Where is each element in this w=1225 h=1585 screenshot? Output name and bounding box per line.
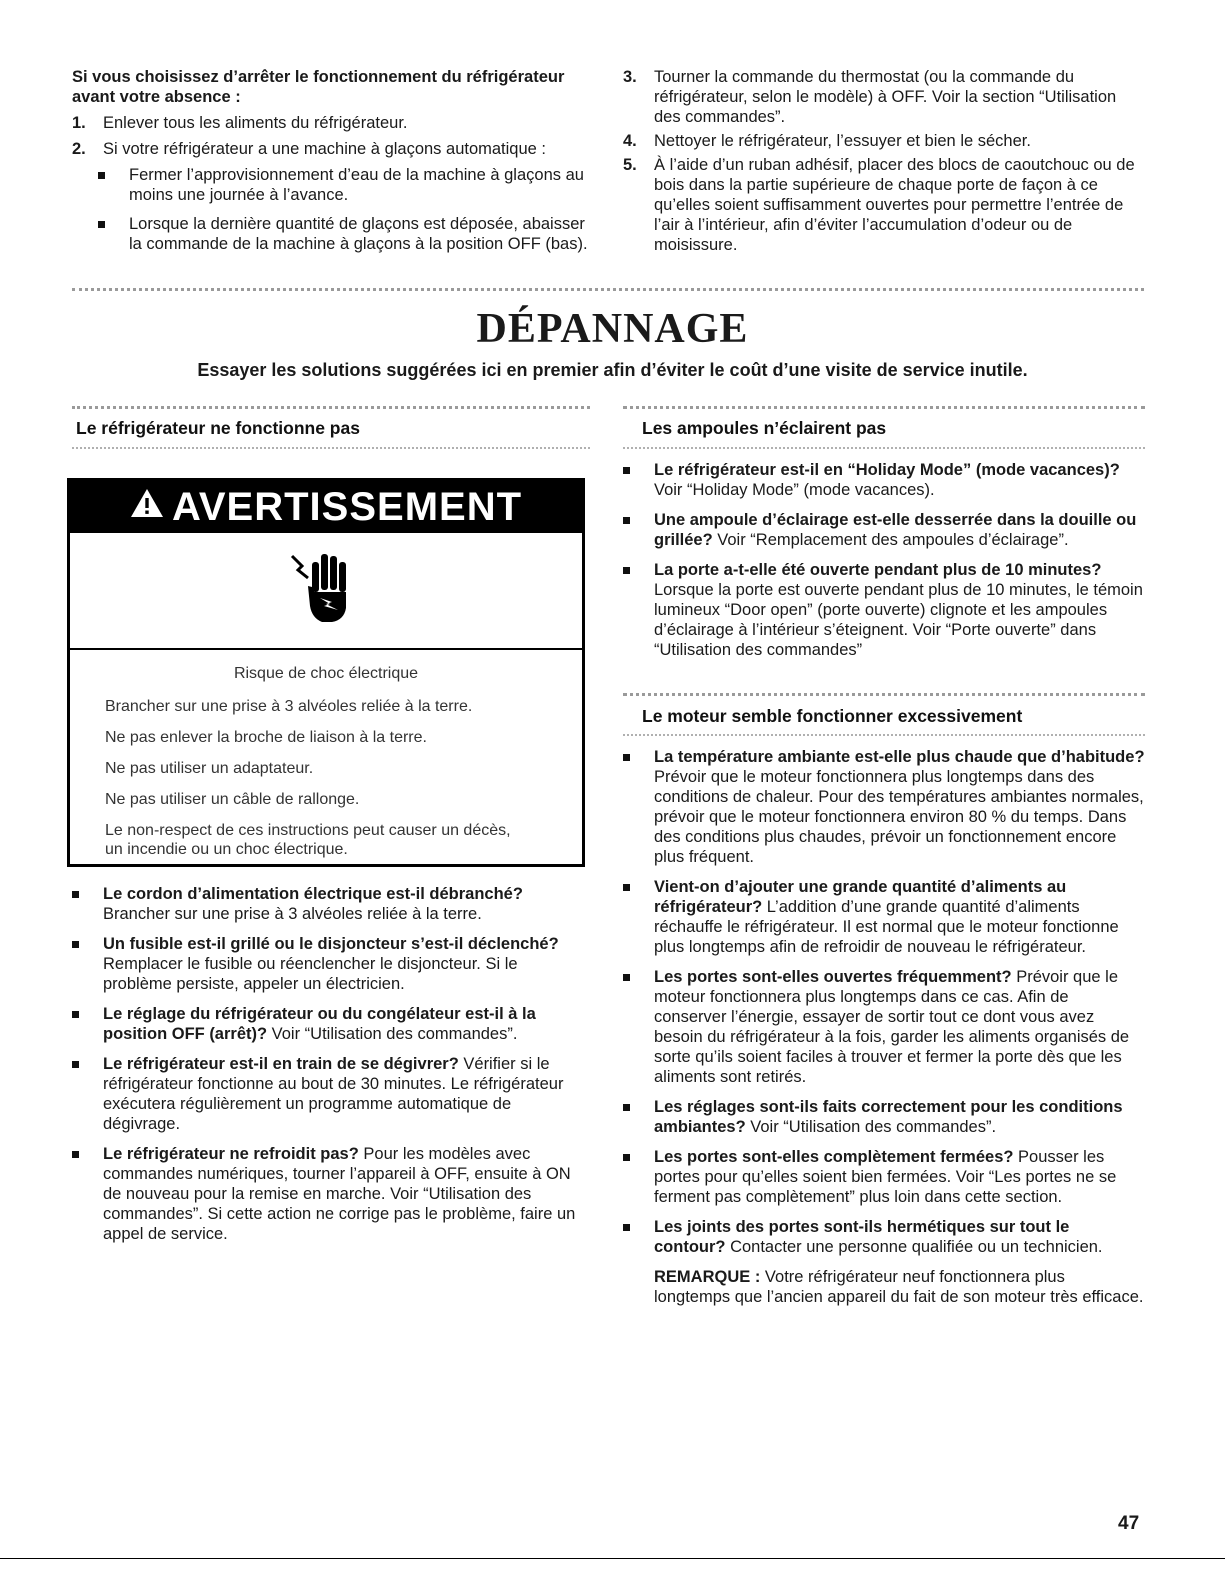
right-items-1: [623, 460, 1145, 670]
list-item: [72, 1144, 590, 1244]
section-heading-lights: Les ampoules n’éclairent pas: [642, 418, 887, 438]
note-label: REMARQUE :: [654, 1268, 761, 1286]
item-question: Les joints des portes sont-ils hermétiques sur tout le contour?: [654, 1218, 1070, 1256]
item-question: Le réfrigérateur est-il en “Holiday Mode” (mode vacances)?: [654, 461, 1120, 479]
page-subtitle: Essayer les solutions suggérées ici en premier afin d’éviter le coût d’une visite de service inutile.: [197, 360, 1028, 380]
item-answer: Contacter une personne qualifiée ou un technicien.: [725, 1238, 1103, 1256]
item-answer: Pour les modèles avec commandes numériques, tourner l’appareil à OFF, ensuite à ON de nouveau pour la remise en marche. Voir “Utilisation des commandes”. Si cette action ne corrige pas le problème, faire un appel de service.: [103, 1145, 576, 1243]
item-answer: Pousser les portes pour qu’elles soient bien fermées. Voir “Les portes ne se ferment pas complètement” plus loin dans cette section.: [654, 1148, 1117, 1206]
step-number: 4.: [623, 132, 637, 150]
left-items: [72, 884, 590, 1254]
list-item: [623, 1147, 1145, 1207]
list-item: [72, 1004, 590, 1044]
item-question: Vient-on d’ajouter une grande quantité d’aliments au réfrigérateur?: [654, 878, 1067, 916]
item-question: Une ampoule d’éclairage est-elle desserrée dans la douille ou grillée?: [654, 511, 1137, 549]
step-text: Tourner la commande du thermostat (ou la commande du réfrigérateur, selon le modèle) à OFF. Voir la section “Utilisation des commandes”.: [654, 68, 1117, 126]
list-item: [72, 884, 590, 924]
note-paragraph: [623, 1267, 1145, 1307]
step-text: Enlever tous les aliments du réfrigérateur.: [103, 114, 408, 132]
bullet-text: Fermer l’approvisionnement d’eau de la machine à glaçons au moins une journée à l’avance.: [129, 166, 584, 204]
warning-line: Brancher sur une prise à 3 alvéoles reliée à la terre.: [105, 698, 473, 715]
list-item: [72, 139, 592, 159]
list-item: [623, 1097, 1145, 1137]
item-answer: Brancher sur une prise à 3 alvéoles reliée à la terre.: [103, 905, 482, 923]
warning-triangle-icon: [130, 488, 164, 527]
warning-line: Ne pas utiliser un câble de rallonge.: [105, 791, 360, 808]
heading-rule-top: [623, 406, 1145, 409]
bullet-icon: [623, 884, 630, 891]
list-item: [72, 934, 590, 994]
list-item: [623, 1217, 1145, 1257]
heading-rule-bottom: [623, 447, 1145, 449]
warning-line: Le non-respect de ces instructions peut causer un décès, un incendie ou un choc électrique.: [105, 822, 511, 858]
item-answer: Voir “Holiday Mode” (mode vacances).: [654, 481, 935, 499]
bullet-icon: [72, 891, 79, 898]
item-question: Le réfrigérateur ne refroidit pas?: [103, 1145, 359, 1163]
warning-text: [70, 650, 582, 859]
list-item: [623, 155, 1143, 255]
bullet-icon: [72, 941, 79, 948]
bullet-icon: [623, 1104, 630, 1111]
item-answer: Voir “Remplacement des ampoules d’éclairage”.: [712, 531, 1069, 549]
list-item: [623, 967, 1145, 1087]
bullet-icon: [623, 517, 630, 524]
item-answer: Prévoir que le moteur fonctionnera plus longtemps dans des conditions de chaleur. Pour des températures ambiantes normales, prévoir que le moteur fonctionnera environ 80 % du temps. Dans des conditions plus chaudes, prévoir un fonctionnement encore plus fréquent.: [654, 768, 1144, 866]
step-number: 5.: [623, 156, 637, 174]
bullet-icon: [623, 567, 630, 574]
warning-line: Risque de choc électrique: [233, 665, 419, 682]
step-text: À l’aide d’un ruban adhésif, placer des blocs de caoutchouc ou de bois dans la partie supérieure de chaque porte de façon à ce qu’elles soient suffisamment ouvertes pour permettre l’entrée de l’air à l’intérieur, afin d’éviter l’accumulation d’odeur ou de moisissure.: [654, 156, 1135, 254]
item-question: Le réfrigérateur est-il en train de se dégivrer?: [103, 1055, 459, 1073]
heading-rule-bottom: [623, 734, 1145, 736]
item-answer: Vérifier si le réfrigérateur fonctionne au bout de 30 minutes. Le réfrigérateur exécutera régulièrement un programme automatique de dégivrage.: [103, 1055, 564, 1133]
page-bottom-rule: [0, 1558, 1225, 1559]
item-question: Les portes sont-elles complètement fermées?: [654, 1148, 1014, 1166]
bullet-text: Lorsque la dernière quantité de glaçons est déposée, abaisser la commande de la machine à glaçons à la position OFF (bas).: [129, 215, 588, 253]
bullet-icon: [98, 172, 105, 179]
list-item: [623, 560, 1145, 660]
list-item: [72, 165, 592, 205]
bullet-icon: [623, 1154, 630, 1161]
item-answer: Prévoir que le moteur fonctionnera plus longtemps dans ce cas. Afin de conserver l’énergie, essayer de sortir tout ce dont vous avez besoin du réfrigérateur à la fois, garder les aliments organisés de sorte qu’ils soient faciles à trouver et fermer la porte dès que les aliments sont retirés.: [654, 968, 1130, 1086]
warning-header: [70, 481, 582, 533]
section-divider: [72, 288, 1144, 291]
list-item: [623, 131, 1143, 151]
step-number: 1.: [72, 114, 86, 132]
list-item: [72, 1054, 590, 1134]
page-number: 47: [1118, 1513, 1140, 1534]
top-left-block: [72, 67, 592, 263]
absence-heading: Si vous choisissez d’arrêter le fonctionnement du réfrigérateur avant votre absence :: [72, 68, 565, 106]
bullet-icon: [98, 221, 105, 228]
warning-title: AVERTISSEMENT: [171, 484, 523, 529]
bullet-icon: [72, 1061, 79, 1068]
shock-icon-area: [70, 533, 582, 650]
step-text: Si votre réfrigérateur a une machine à glaçons automatique :: [103, 140, 547, 158]
page-title: DÉPANNAGE: [476, 306, 749, 352]
bullet-icon: [72, 1011, 79, 1018]
list-item: [623, 747, 1145, 867]
heading-rule-bottom: [72, 447, 590, 449]
step-text: Nettoyer le réfrigérateur, l’essuyer et bien le sécher.: [654, 132, 1031, 150]
item-answer: L’addition d’une grande quantité d’aliments réchauffe le réfrigérateur. Il est normal que le moteur fonctionne plus longtemps afin de refroidir de nouveau le réfrigérateur.: [654, 898, 1119, 956]
list-item: [72, 113, 592, 133]
right-items-2: [623, 747, 1145, 1307]
top-right-block: [623, 67, 1143, 261]
item-question: Le cordon d’alimentation électrique est-il débranché?: [103, 885, 523, 903]
item-answer: Voir “Utilisation des commandes”.: [745, 1118, 997, 1136]
item-question: Les réglages sont-ils faits correctement pour les conditions ambiantes?: [654, 1098, 1123, 1136]
item-answer: Voir “Utilisation des commandes”.: [267, 1025, 518, 1043]
step-number: 3.: [623, 68, 637, 86]
item-question: Le réglage du réfrigérateur ou du congélateur est-il à la position OFF (arrêt)?: [103, 1005, 536, 1043]
item-question: Les portes sont-elles ouvertes fréquemment?: [654, 968, 1012, 986]
warning-line: Ne pas enlever la broche de liaison à la terre.: [105, 729, 427, 746]
bullet-icon: [623, 467, 630, 474]
list-item: [623, 460, 1145, 500]
warning-box: [67, 478, 585, 867]
heading-rule-top: [623, 693, 1145, 696]
item-question: Un fusible est-il grillé ou le disjoncteur s’est-il déclenché?: [103, 935, 559, 953]
note-text: Votre réfrigérateur neuf fonctionnera plus longtemps que l’ancien appareil du fait de son moteur très efficace.: [654, 1268, 1144, 1306]
item-answer: Remplacer le fusible ou réenclencher le disjoncteur. Si le problème persiste, appeler un électricien.: [103, 955, 518, 993]
item-question: La température ambiante est-elle plus chaude que d’habitude?: [654, 748, 1145, 766]
electric-shock-hand-icon: [286, 548, 366, 633]
warning-line: Ne pas utiliser un adaptateur.: [105, 760, 314, 777]
section-heading-motor: Le moteur semble fonctionner excessivement: [642, 706, 1023, 726]
bullet-icon: [623, 974, 630, 981]
bullet-icon: [623, 754, 630, 761]
bullet-icon: [623, 1224, 630, 1231]
bullet-icon: [72, 1151, 79, 1158]
heading-rule-top: [72, 406, 590, 409]
list-item: [623, 877, 1145, 957]
step-number: 2.: [72, 140, 86, 158]
list-item: [623, 67, 1143, 127]
section-heading-not-running: Le réfrigérateur ne fonctionne pas: [76, 418, 360, 438]
list-item: [623, 510, 1145, 550]
item-question: La porte a-t-elle été ouverte pendant plus de 10 minutes?: [654, 561, 1102, 579]
item-answer: Lorsque la porte est ouverte pendant plus de 10 minutes, le témoin lumineux “Door open” (porte ouverte) clignote et les ampoules d’éclairage à l’intérieur s’éteignent. Voir “Porte ouverte” dans “Utilisation des commandes”: [654, 581, 1143, 659]
list-item: [72, 214, 592, 254]
